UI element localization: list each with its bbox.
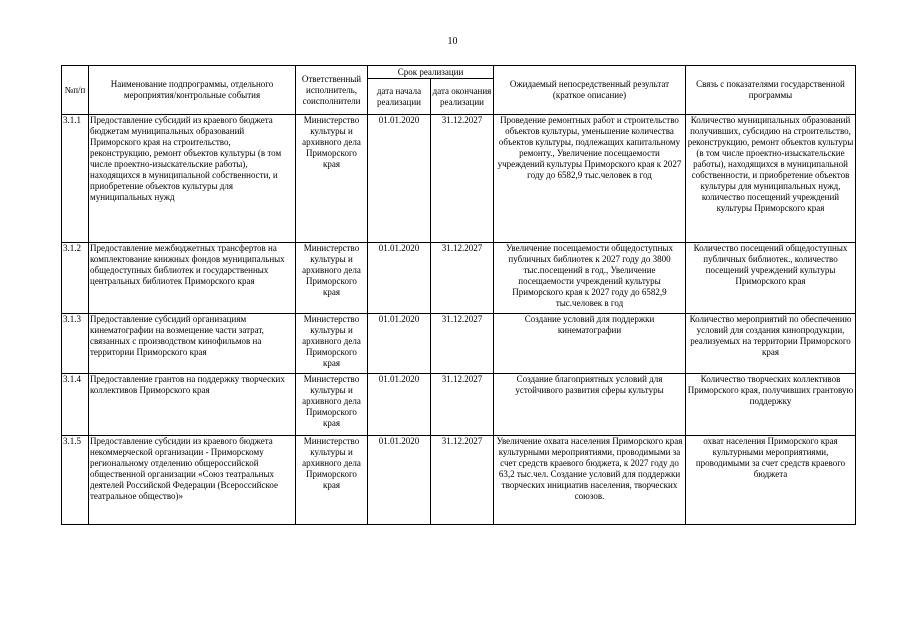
row-link: Количество творческих коллективов Приморского края, получивших грантовую поддержку <box>686 374 856 436</box>
table-row <box>62 374 856 436</box>
table-row <box>62 115 856 243</box>
page-number: 10 <box>447 36 458 47</box>
row-name: Предоставление межбюджетных трансфертов на комплектование книжных фондов муниципальных общедоступных библиотек и государственных центральных библиотек Приморского края <box>89 243 296 314</box>
row-link: Количество мероприятий по обеспечению условий для создания кинопродукции, реализуемых на территории Приморского края <box>686 314 856 374</box>
row-link: Количество муниципальных образований получивших, субсидию на строительство, реконструкцию, ремонт объектов культуры (в том числе проектно-изыскательские работы), находящихся в муниципальной собственности, и приобретение объектов культуры для муниципальных нужд, количество посещений учреждений культуры Приморского края <box>686 115 856 243</box>
row-num: 3.1.1 <box>62 115 89 243</box>
table-row <box>62 436 856 525</box>
row-responsible: Министерство культуры и архивного дела Приморского края <box>296 436 368 525</box>
header-result: Ожидаемый непосредственный результат (краткое описание) <box>494 66 686 115</box>
row-name: Предоставление субсидий организациям кинематографии на возмещение части затрат, связанных с производством кинофильмов на территории Приморского края <box>89 314 296 374</box>
row-responsible: Министерство культуры и архивного дела Приморского края <box>296 115 368 243</box>
table-row <box>62 243 856 314</box>
header-num: №п/п <box>62 66 89 115</box>
row-start-date: 01.01.2020 <box>368 374 431 436</box>
row-start-date: 01.01.2020 <box>368 436 431 525</box>
row-name: Предоставление субсидий из краевого бюджета бюджетам муниципальных образований Приморского края на строительство, реконструкцию, ремонт объектов культуры (в том числе проектно-изыскательские работы), находящихся в муниципальной собственности, и приобретение объектов культуры для муниципальных нужд <box>89 115 296 243</box>
row-num: 3.1.4 <box>62 374 89 436</box>
table-header-row <box>62 66 856 79</box>
row-end-date: 31.12.2027 <box>431 243 494 314</box>
row-result: Увеличение посещаемости общедоступных публичных библиотек к 2027 году до 3800 тыс.посещений в год., Увеличение посещаемости учреждений культуры Приморского края к 2027 году до 6582,9 тыс.человек в год <box>494 243 686 314</box>
row-num: 3.1.5 <box>62 436 89 525</box>
row-link: Количество посещений общедоступных публичных библиотек., количество посещений учреждений культуры Приморского края <box>686 243 856 314</box>
header-period: Срок реализации <box>368 66 494 79</box>
row-result: Создание условий для поддержки кинематографии <box>494 314 686 374</box>
row-responsible: Министерство культуры и архивного дела Приморского края <box>296 314 368 374</box>
row-name: Предоставление грантов на поддержку творческих коллективов Приморского края <box>89 374 296 436</box>
row-num: 3.1.2 <box>62 243 89 314</box>
table-row <box>62 314 856 374</box>
row-end-date: 31.12.2027 <box>431 436 494 525</box>
row-num: 3.1.3 <box>62 314 89 374</box>
row-end-date: 31.12.2027 <box>431 314 494 374</box>
row-end-date: 31.12.2027 <box>431 115 494 243</box>
header-start: дата начала реализации <box>368 79 431 115</box>
header-name: Наименование подпрограммы, отдельного мероприятия/контрольные события <box>89 66 296 115</box>
implementation-plan-table <box>61 65 856 525</box>
row-name: Предоставление субсидии из краевого бюджета некоммерческой организации - Приморскому региональному отделению общероссийской общественной организации «Союз театральных деятелей Российской Федерации (Всероссийское театральное общество)» <box>89 436 296 525</box>
row-responsible: Министерство культуры и архивного дела Приморского края <box>296 243 368 314</box>
header-end: дата окончания реализации <box>431 79 494 115</box>
row-end-date: 31.12.2027 <box>431 374 494 436</box>
header-responsible: Ответственный исполнитель, соисполнители <box>296 66 368 115</box>
row-start-date: 01.01.2020 <box>368 314 431 374</box>
row-link: охват населения Приморского края культурными мероприятиями, проводимыми за счет средств краевого бюджета <box>686 436 856 525</box>
row-result: Увеличение охвата населения Приморского края культурными мероприятиями, проводимыми за счет средств краевого бюджета, к 2027 году до 63,2 тыс.чел. Создание условий для поддержки творческих инициатив населения, творческих союзов. <box>494 436 686 525</box>
row-result: Создание благоприятных условий для устойчивого развития сферы культуры <box>494 374 686 436</box>
header-link: Связь с показателями государственной программы <box>686 66 856 115</box>
row-responsible: Министерство культуры и архивного дела Приморского края <box>296 374 368 436</box>
row-start-date: 01.01.2020 <box>368 115 431 243</box>
row-result: Проведение ремонтных работ и строительство объектов культуры, уменьшение количества объектов культуры, подлежащих капитальному ремонту., Увеличение посещаемости учреждений культуры Приморского края к 2027 году до 6582,9 тыс.человек в год <box>494 115 686 243</box>
row-start-date: 01.01.2020 <box>368 243 431 314</box>
